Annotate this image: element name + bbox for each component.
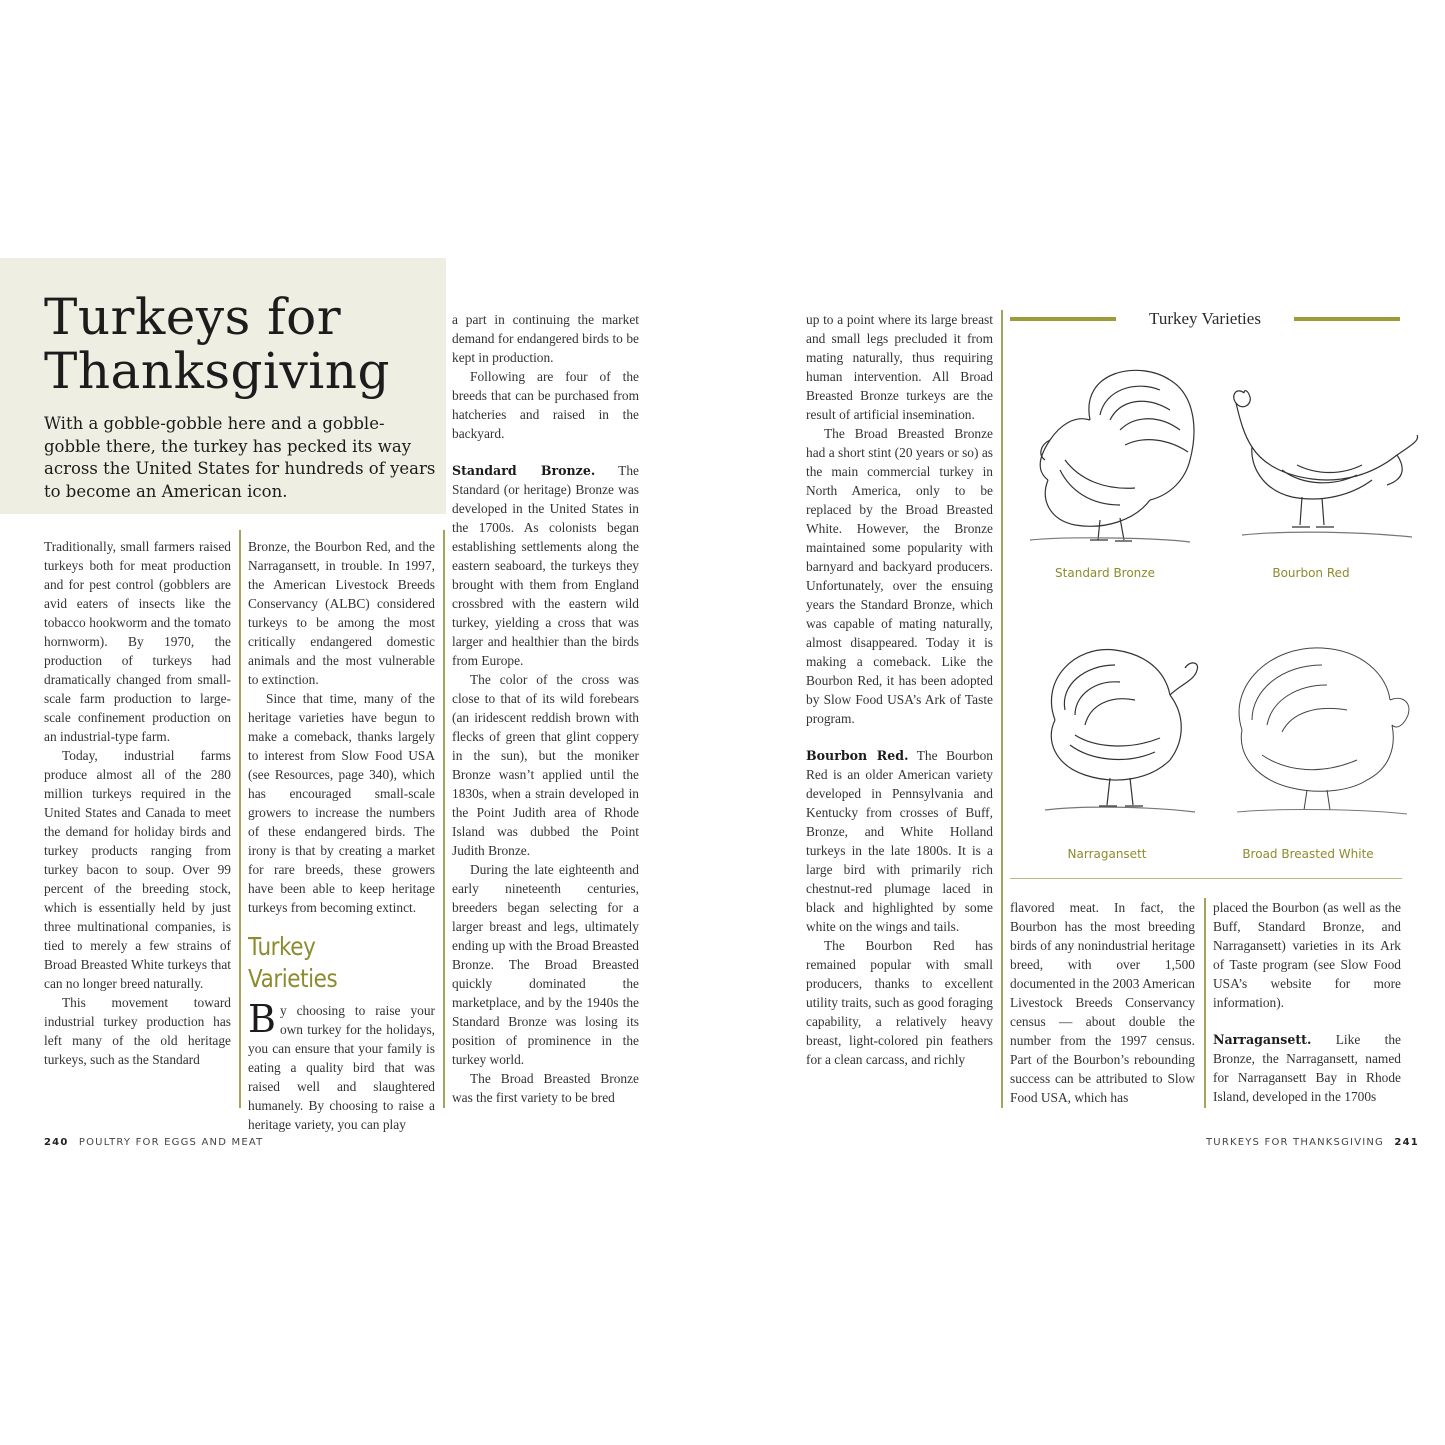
left-column-1 bbox=[44, 537, 231, 1069]
title-line-2: Thanksgiving bbox=[44, 342, 390, 400]
narragansett-illustration bbox=[1035, 640, 1205, 820]
section-heading: Turkey Varieties bbox=[248, 932, 338, 993]
paragraph: Bourbon Red. The Bourbon Red is an older American variety developed in Pennsylvania and Kentucky from crosses of Buff, Bronze, and White Holland turkeys in the late 1800s. It is a large bird with primarily rich chestnut-red plumage laced in black and highlighted by some white on the wings and tails. bbox=[806, 748, 993, 934]
right-column-1 bbox=[806, 310, 993, 1069]
caption-broad-breasted-white: Broad Breasted White bbox=[1242, 847, 1374, 861]
caption-narragansett: Narragansett bbox=[1067, 847, 1147, 861]
paragraph: The color of the cross was close to that of its wild forebears (an iridescent reddish brown with flecks of green that glint coppery in the sun), but the moniker Bronze wasn’t applied until the 1830s, when a strain developed in the Point Judith area of Rhode Island was dubbed the Point Judith Bronze. bbox=[452, 672, 639, 858]
bourbon-red-illustration bbox=[1222, 375, 1422, 550]
paragraph: During the late eighteenth and early nineteenth centuries, breeders began selecting for a larger breast and legs, ultimately ending up with the Broad Breasted Bronze. The Broad Breasted quickly dominated the marketplace, and by the 1940s the Standard Bronze was losing its position of prominence in the turkey world. bbox=[452, 862, 639, 1067]
paragraph: Today, industrial farms produce almost all of the 280 million turkeys required in the United States and Canada to meet the demand for holiday birds and turkey products ranging from turkey bacon to soup. Over 99 percent of the breeding stock, which is essentially held by just three multinational companies, is tied to merely a few strains of Broad Breasted White turkeys that can no longer breed naturally. bbox=[44, 748, 231, 991]
paragraph: The Broad Breasted Bronze had a short stint (20 years or so) as the main commercial turkey in North America, only to be replaced by the Broad Breasted White. However, the Bronze maintained some popularity with barnyard and backyard producers. Unfortunately, over the ensuing years the Standard Bronze, which was capable of mating naturally, almost disappeared. Today it is making a comeback. Like the Bourbon Red, it has been adopted by Slow Food USA’s Ark of Taste program. bbox=[806, 426, 993, 726]
paragraph: flavored meat. In fact, the Bourbon has the most breeding birds of any nonindustrial heritage breed, with over 1,500 documented in the 2003 American Livestock Breeds Conservancy census — about double the number from the 1997 census. Part of the Bourbon’s rebounding success can be attributed to Slow Food USA, which has bbox=[1010, 900, 1195, 1105]
page-number: 241 bbox=[1394, 1137, 1419, 1148]
sidebar-rule-left bbox=[1010, 317, 1116, 321]
run-in-heading: Standard Bronze. bbox=[452, 463, 596, 478]
standard-bronze-illustration bbox=[1020, 360, 1200, 550]
paragraph: By choosing to raise your own turkey for the holidays, you can ensure that your family is eating a quality bird that was raised well and slaughtered humanely. By choosing to raise a heritage variety, you can play bbox=[248, 997, 435, 1132]
run-in-heading: Narragansett. bbox=[1213, 1032, 1312, 1047]
sidebar-title: Turkey Varieties bbox=[1149, 309, 1261, 328]
footer-right bbox=[1206, 1137, 1419, 1148]
paragraph: The Broad Breasted Bronze was the first variety to be bred bbox=[452, 1071, 639, 1105]
paragraph: up to a point where its large breast and small legs precluded it from mating naturally, thus requiring human intervention. All Broad Breasted Bronze turkeys are the result of artificial insemination. bbox=[806, 312, 993, 422]
paragraph: Traditionally, small farmers raised turkeys both for meat production and for pest control (gobblers are avid eaters of insects like the tobacco hookworm and the tomato hornworm). By 1970, the production of turkeys had dramatically changed from small-scale farm production to large-scale confinement production on an industrial-type farm. bbox=[44, 539, 231, 744]
paragraph: Since that time, many of the heritage varieties have begun to make a comeback, thanks largely to interest from Slow Food USA (see Resources, page 340), which has encouraged small-scale growers to increase the numbers of these endangered birds. The irony is that by creating a market for rare breeds, these growers have been able to keep heritage turkeys from becoming extinct. bbox=[248, 691, 435, 915]
footer-left bbox=[44, 1137, 263, 1148]
sidebar-rule-right bbox=[1294, 317, 1400, 321]
right-column-3 bbox=[1213, 898, 1401, 1106]
paragraph: The Bourbon Red has remained popular with small producers, thanks to excellent utility traits, such as good foraging capability, a relatively heavy breast, light-colored pin feathers for a clean carcass, and richly bbox=[806, 938, 993, 1067]
caption-bourbon-red: Bourbon Red bbox=[1272, 566, 1350, 580]
paragraph: Narragansett. Like the Bronze, the Narragansett, named for Narragansett Bay in Rhode Island, developed in the 1700s bbox=[1213, 1032, 1401, 1104]
running-head: TURKEYS FOR THANKSGIVING bbox=[1206, 1137, 1385, 1148]
run-in-heading: Bourbon Red. bbox=[806, 748, 909, 763]
column-rule bbox=[443, 530, 445, 1108]
running-head: POULTRY FOR EGGS AND MEAT bbox=[78, 1137, 264, 1148]
right-column-2 bbox=[1010, 898, 1195, 1107]
column-rule bbox=[1001, 310, 1003, 1108]
paragraph: Bronze, the Bourbon Red, and the Narragansett, in trouble. In 1997, the American Livestock Breeds Conservancy (ALBC) considered turkeys to be among the most critically endangered domestic animals and the most vulnerable to extinction. bbox=[248, 539, 435, 687]
drop-cap: B bbox=[248, 997, 276, 1041]
left-column-2 bbox=[248, 537, 435, 1134]
page-subtitle: With a gobble-gobble here and a gobble-gobble there, the turkey has pecked its way across the United States for hundreds of years to become an American icon. bbox=[44, 414, 436, 501]
title-line-1: Turkeys for bbox=[44, 288, 342, 346]
column-rule bbox=[1204, 898, 1206, 1108]
column-rule bbox=[239, 530, 241, 1108]
paragraph: placed the Bourbon (as well as the Buff, Standard Bronze, and Narragansett) varieties in its Ark of Taste program (see Slow Food USA’s website for more information). bbox=[1213, 900, 1401, 1010]
sidebar-bottom-rule bbox=[1010, 878, 1402, 879]
left-column-3 bbox=[452, 310, 639, 1107]
broad-breasted-white-illustration bbox=[1222, 640, 1417, 820]
page-number: 240 bbox=[44, 1137, 69, 1148]
paragraph: This movement toward industrial turkey production has left many of the old heritage turkeys, such as the Standard bbox=[44, 995, 231, 1067]
paragraph: a part in continuing the market demand for endangered birds to be kept in production. bbox=[452, 312, 639, 365]
paragraph: Following are four of the breeds that can be purchased from hatcheries and raised in the backyard. bbox=[452, 369, 639, 441]
page-title bbox=[44, 290, 444, 398]
caption-standard-bronze: Standard Bronze bbox=[1055, 566, 1155, 580]
paragraph: Standard Bronze. The Standard (or heritage) Bronze was developed in the United States in the 1700s. As colonists began establishing settlements along the eastern seaboard, the turkeys they brought with them from England crossbred with the eastern wild turkey, yielding a cross that was larger and healthier than the birds from Europe. bbox=[452, 463, 639, 668]
